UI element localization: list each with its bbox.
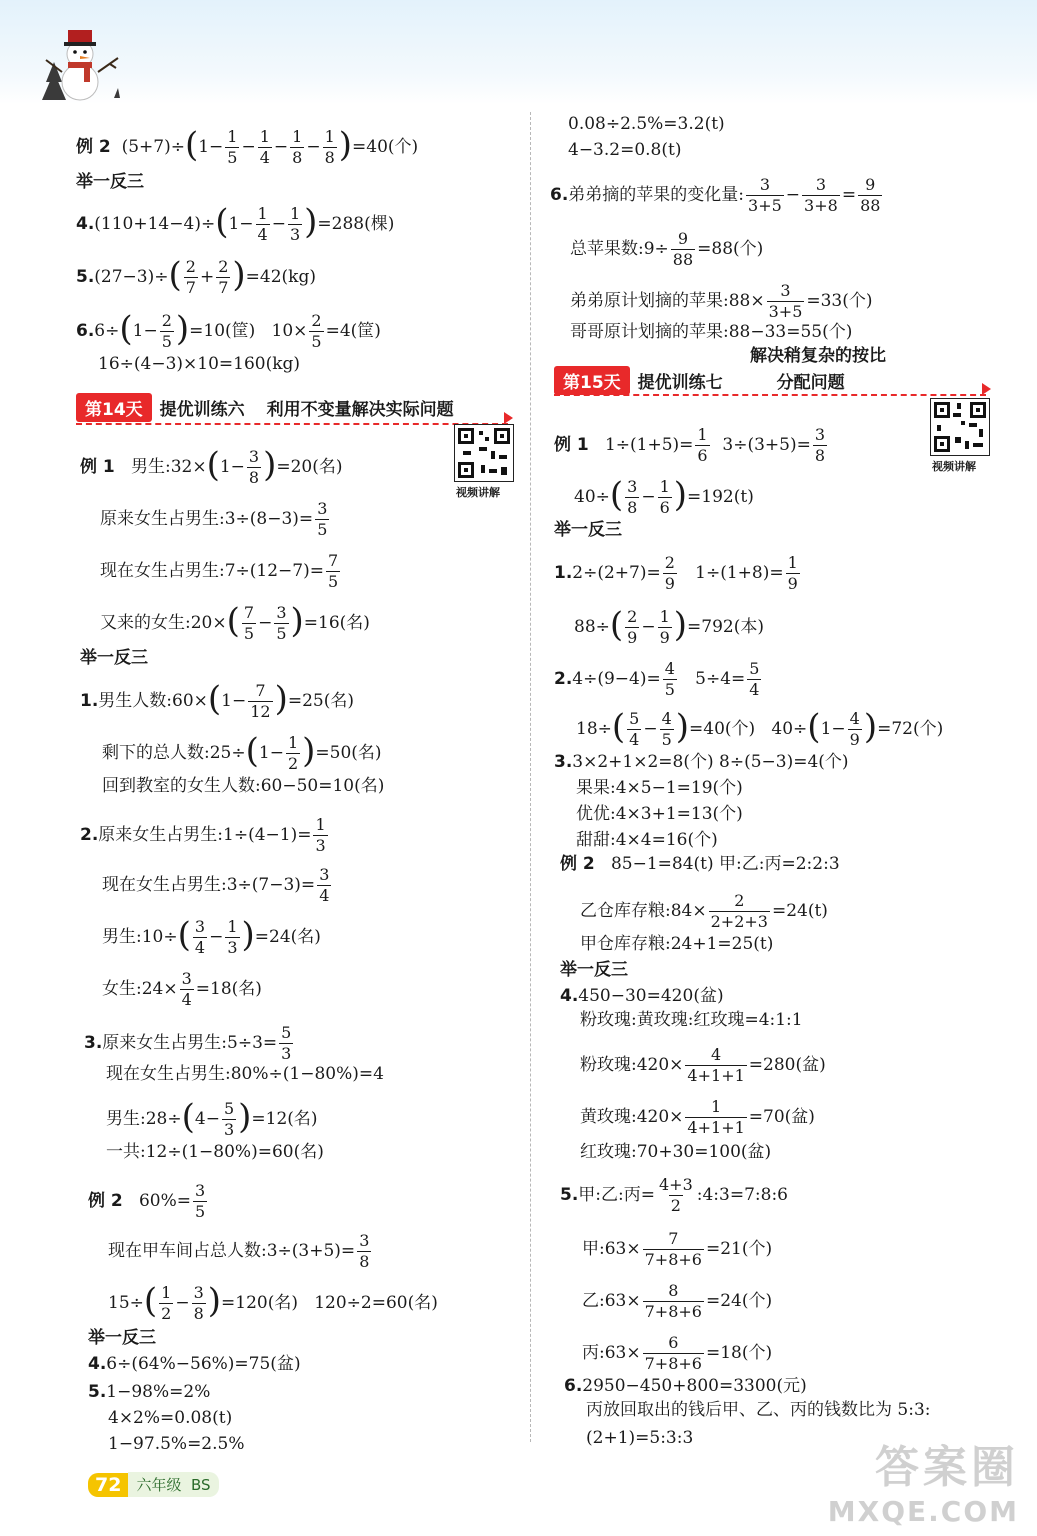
- answer-3-right-line-3: 优优:4×3+1=13(个): [576, 804, 743, 824]
- answer-5-left-line-2: 4×2%=0.08(t): [108, 1408, 233, 1428]
- qr-caption: 视频讲解: [932, 460, 976, 473]
- answer-1-line-3: 回到教室的女生人数:60−50=10(名): [102, 776, 385, 796]
- fraction: $\frac{5}{3}$: [281, 1023, 292, 1063]
- page-number: 72: [88, 1473, 128, 1497]
- fraction: $\frac{1}{9}$: [787, 553, 798, 593]
- fraction: $\frac{5}{4}$: [629, 709, 640, 749]
- day15-example-1-line-2: 40÷ ( $\frac{3}{8}$ − $\frac{1}{6}$ ) =192(t): [574, 475, 754, 517]
- fraction: $\frac{4}{5}$: [661, 709, 672, 749]
- day-15-subtitle-1: 解决稍复杂的按比: [750, 346, 886, 366]
- answer-5-right-line-2: 甲:63× $\frac{7}{7+8+6}$ =21(个): [582, 1229, 773, 1269]
- fraction: $\frac{2}{9}$: [664, 553, 675, 593]
- fraction: $\frac{7}{5}$: [328, 551, 339, 591]
- answer-6-line-2: 16÷(4−3)×10=160(kg): [98, 354, 301, 374]
- fraction: $\frac{1}{4}$: [259, 127, 270, 167]
- fraction: $\frac{3}{4}$: [181, 969, 192, 1009]
- fraction: $\frac{3}{8}$: [359, 1231, 370, 1271]
- answer-4-right: 4. 450−30=420(盆): [560, 986, 724, 1006]
- fraction: $\frac{3}{4}$: [319, 865, 330, 905]
- fraction: $\frac{2}{2+2+3}$: [710, 891, 768, 931]
- fraction: $\frac{9}{88}$: [672, 229, 694, 269]
- fraction: $\frac{1}{3}$: [315, 815, 326, 855]
- answer-2-line-4: 女生:24× $\frac{3}{4}$ =18(名): [102, 969, 262, 1009]
- fraction: $\frac{1}{8}$: [292, 127, 303, 167]
- fraction: $\frac{1}{6}$: [659, 477, 670, 517]
- day14-example-1-line-3: 现在女生占男生:7÷(12−7)= $\frac{7}{5}$: [100, 551, 339, 591]
- day15-example-2-line-3: 甲仓库存粮:24+1=25(t): [580, 934, 774, 954]
- page-footer: [88, 1472, 219, 1497]
- day15-example-1: 例 1 1÷(1+5)= $\frac{1}{6}$ 3÷(3+5)= $\frac{3}{8}$: [554, 425, 826, 465]
- fraction: $\frac{7}{7+8+6}$: [644, 1229, 702, 1269]
- banner-arrow-icon: [504, 412, 513, 424]
- answer-5-right-line-3: 乙:63× $\frac{8}{7+8+6}$ =24(个): [582, 1281, 773, 1321]
- fraction: $\frac{3}{8}$: [627, 477, 638, 517]
- fraction: $\frac{3}{8}$: [193, 1283, 204, 1323]
- section-heading: 举一反三: [554, 520, 622, 540]
- answer-3-right-line-4: 甜甜:4×4=16(个): [576, 830, 718, 850]
- fraction: $\frac{3}{3+5}$: [768, 281, 803, 321]
- fraction: $\frac{4+3}{2}$: [659, 1175, 693, 1215]
- fraction: $\frac{2}{5}$: [161, 311, 172, 351]
- answer-6-right-line-2: 总苹果数:9÷ $\frac{9}{88}$ =88(个): [570, 229, 764, 269]
- fraction: $\frac{2}{7}$: [218, 257, 229, 297]
- day14-example-1-line-4: 又来的女生:20× ( $\frac{7}{5}$ − $\frac{3}{5}$ ) =16(名): [100, 601, 370, 643]
- fraction: $\frac{3}{4}$: [194, 917, 206, 957]
- fraction: $\frac{1}{3}$: [289, 204, 301, 244]
- answer-1-line-2: 剩下的总人数:25÷ ( 1− $\frac{1}{2}$ ) =50(名): [102, 731, 382, 773]
- fraction: $\frac{1}{2}$: [161, 1283, 172, 1323]
- fraction: $\frac{4}{4+1+1}$: [687, 1045, 745, 1085]
- banner-arrow-icon: [982, 383, 991, 395]
- column-divider: [530, 112, 531, 1442]
- answer-6-right-final-line-3: (2+1)=5:3:3: [586, 1428, 694, 1448]
- day15-example-2-line-2: 乙仓库存粮:84× $\frac{2}{2+2+3}$ =24(t): [580, 891, 828, 931]
- answer-4: 4. (110+14−4)÷ ( 1− $\frac{1}{4}$ − $\frac{1}{3}$ ) =288(棵): [76, 202, 395, 244]
- answer-5-left: 5. 1−98%=2%: [88, 1382, 211, 1402]
- answer-6-right-line-3: 弟弟原计划摘的苹果:88× $\frac{3}{3+5}$ =33(个): [570, 281, 873, 321]
- grade-label: 六年级 BS: [128, 1472, 218, 1497]
- fraction: $\frac{3}{3+8}$: [804, 175, 838, 215]
- answer-2: 2. 原来女生占男生:1÷(4−1)= $\frac{1}{3}$: [80, 815, 326, 855]
- section-heading: 举一反三: [80, 648, 148, 668]
- fraction: $\frac{1}{3}$: [227, 917, 238, 957]
- qr-code-icon[interactable]: [454, 424, 514, 482]
- answer-2-line-3: 男生:10÷ ( $\frac{3}{4}$ − $\frac{1}{3}$ ) =24(名): [102, 915, 321, 957]
- fraction: $\frac{3}{5}$: [317, 499, 328, 539]
- answer-4-right-line-5: 红玫瑰:70+30=100(盆): [580, 1142, 772, 1162]
- fraction: $\frac{2}{7}$: [185, 257, 196, 297]
- day-14-tag: 第14天: [76, 393, 152, 422]
- qr-caption: 视频讲解: [456, 486, 500, 499]
- answer-3-line-3: 男生:28÷ ( 4− $\frac{5}{3}$ ) =12(名): [106, 1097, 318, 1139]
- answer-2-right-line-2: 18÷ ( $\frac{5}{4}$ − $\frac{4}{5}$ ) =40(个) 40÷ ( 1− $\frac{4}{9}$ ) =72(个): [576, 707, 944, 749]
- day-15-banner: 第15天 提优训练七 分配问题: [554, 366, 845, 394]
- fraction: $\frac{6}{7+8+6}$: [644, 1333, 702, 1373]
- answer-6-right-final: 6. 2950−450+800=3300(元): [564, 1376, 807, 1396]
- day14-example-1-line-2: 原来女生占男生:3÷(8−3)= $\frac{3}{5}$: [100, 499, 328, 539]
- fraction: $\frac{7}{5}$: [243, 603, 255, 643]
- fraction: $\frac{4}{5}$: [664, 659, 675, 699]
- day14-example-1: 例 1 男生:32× ( 1− $\frac{3}{8}$ ) =20(名): [80, 445, 343, 487]
- answer-3-line-4: 一共:12÷(1−80%)=60(名): [106, 1142, 324, 1162]
- example-2-second-line-2: 现在甲车间占总人数:3÷(3+5)= $\frac{3}{8}$: [108, 1231, 370, 1271]
- top-header-band: [0, 0, 1037, 104]
- answer-4-left: 4. 6÷(64%−56%)=75(盆): [88, 1354, 301, 1374]
- fraction: $\frac{1}{9}$: [659, 607, 670, 647]
- fraction: $\frac{3}{8}$: [814, 425, 826, 465]
- answer-6-right-line-4: 哥哥原计划摘的苹果:88−33=55(个): [570, 322, 853, 342]
- answer-5-left-line-3: 1−97.5%=2.5%: [108, 1434, 245, 1454]
- fraction: $\frac{7}{12}$: [250, 681, 271, 721]
- day-14-banner: 第14天 提优训练六 利用不变量解决实际问题: [76, 393, 454, 421]
- snowman-icon: [40, 22, 122, 102]
- answer-5: 5. (27−3)÷ ( $\frac{2}{7}$ + $\frac{2}{7}$ ) =42(kg): [76, 255, 316, 297]
- section-heading: 举一反三: [560, 960, 628, 980]
- carry-over-line-2: 4−3.2=0.8(t): [568, 140, 682, 160]
- answer-6-right-final-line-2: 丙放回取出的钱后甲、乙、丙的钱数比为 5:3:: [586, 1400, 931, 1420]
- example-2-second: 例 2 60%= $\frac{3}{5}$: [88, 1181, 206, 1221]
- answer-3-right-line-2: 果果:4×5−1=19(个): [576, 778, 743, 798]
- answer-3: 3. 原来女生占男生:5÷3= $\frac{5}{3}$: [84, 1023, 292, 1063]
- fraction: $\frac{4}{9}$: [849, 709, 860, 749]
- answer-3-line-2: 现在女生占男生:80%÷(1−80%)=4: [106, 1064, 384, 1084]
- qr-code-icon[interactable]: [930, 398, 990, 456]
- fraction: $\frac{8}{7+8+6}$: [644, 1281, 702, 1321]
- day-15-tag: 第15天: [554, 366, 630, 395]
- answer-6: 6. 6÷ ( 1− $\frac{2}{5}$ ) =10(筐) 10× $\frac{2}{5}$ =4(筐): [76, 309, 381, 351]
- watermark: 答案圈 MXQE.COM: [827, 1442, 1019, 1528]
- fraction: $\frac{3}{8}$: [248, 447, 260, 487]
- fraction: $\frac{3}{5}$: [195, 1181, 206, 1221]
- answer-5-right: 5. 甲:乙:丙= $\frac{4+3}{2}$ :4:3=7:8:6: [560, 1175, 788, 1215]
- example-2-line: 例 2 (5+7)÷ ( 1− $\frac{1}{5}$ − $\frac{1}{4}$ − $\frac{1}{8}$ − $\frac{1}{8}$ ) =40(个): [76, 125, 419, 167]
- answer-4-right-line-3: 粉玫瑰:420× $\frac{4}{4+1+1}$ =280(盆): [580, 1045, 826, 1085]
- fraction: $\frac{1}{2}$: [287, 733, 299, 773]
- fraction: $\frac{1}{5}$: [227, 127, 238, 167]
- answer-1-right-line-2: 88÷ ( $\frac{2}{9}$ − $\frac{1}{9}$ ) =792(本): [574, 605, 765, 647]
- banner-underline: [76, 423, 508, 425]
- answer-3-right: 3. 3×2+1×2=8(个) 8÷(5−3)=4(个): [554, 752, 849, 772]
- fraction: $\frac{1}{4}$: [257, 204, 268, 244]
- fraction: $\frac{5}{4}$: [749, 659, 760, 699]
- fraction: $\frac{1}{4+1+1}$: [687, 1097, 745, 1137]
- answer-4-right-line-4: 黄玫瑰:420× $\frac{1}{4+1+1}$ =70(盆): [580, 1097, 815, 1137]
- day15-example-2: 例 2 85−1=84(t) 甲:乙:丙=2:2:3: [560, 854, 840, 874]
- banner-underline: [554, 394, 986, 396]
- fraction: $\frac{9}{88}$: [860, 175, 881, 215]
- answer-2-right: 2. 4÷(9−4)= $\frac{4}{5}$ 5÷4= $\frac{5}{4}$: [554, 659, 760, 699]
- answer-4-right-line-2: 粉玫瑰:黄玫瑰:红玫瑰=4:1:1: [580, 1010, 803, 1030]
- answer-1: 1. 男生人数:60× ( 1− $\frac{7}{12}$ ) =25(名): [80, 679, 354, 721]
- fraction: $\frac{1}{8}$: [324, 127, 335, 167]
- fraction: $\frac{3}{5}$: [276, 603, 287, 643]
- fraction: $\frac{2}{5}$: [311, 311, 322, 351]
- fraction: $\frac{1}{6}$: [697, 425, 708, 465]
- answer-6-right: 6. 弟弟摘的苹果的变化量: $\frac{3}{3+5}$ − $\frac{3}{3+8}$ = $\frac{9}{88}$: [550, 175, 881, 215]
- fraction: $\frac{2}{9}$: [627, 607, 638, 647]
- answer-5-right-line-4: 丙:63× $\frac{6}{7+8+6}$ =18(个): [582, 1333, 773, 1373]
- answer-2-line-2: 现在女生占男生:3÷(7−3)= $\frac{3}{4}$: [102, 865, 330, 905]
- section-heading: 举一反三: [76, 172, 144, 192]
- carry-over-line-1: 0.08÷2.5%=3.2(t): [568, 114, 725, 134]
- fraction: $\frac{5}{3}$: [223, 1099, 235, 1139]
- example-2-second-line-3: 15÷ ( $\frac{1}{2}$ − $\frac{3}{8}$ ) =120(名) 120÷2=60(名): [108, 1281, 438, 1323]
- answer-1-right: 1. 2÷(2+7)= $\frac{2}{9}$ 1÷(1+8)= $\frac{1}{9}$: [554, 553, 798, 593]
- section-heading: 举一反三: [88, 1328, 156, 1348]
- fraction: $\frac{3}{3+5}$: [748, 175, 782, 215]
